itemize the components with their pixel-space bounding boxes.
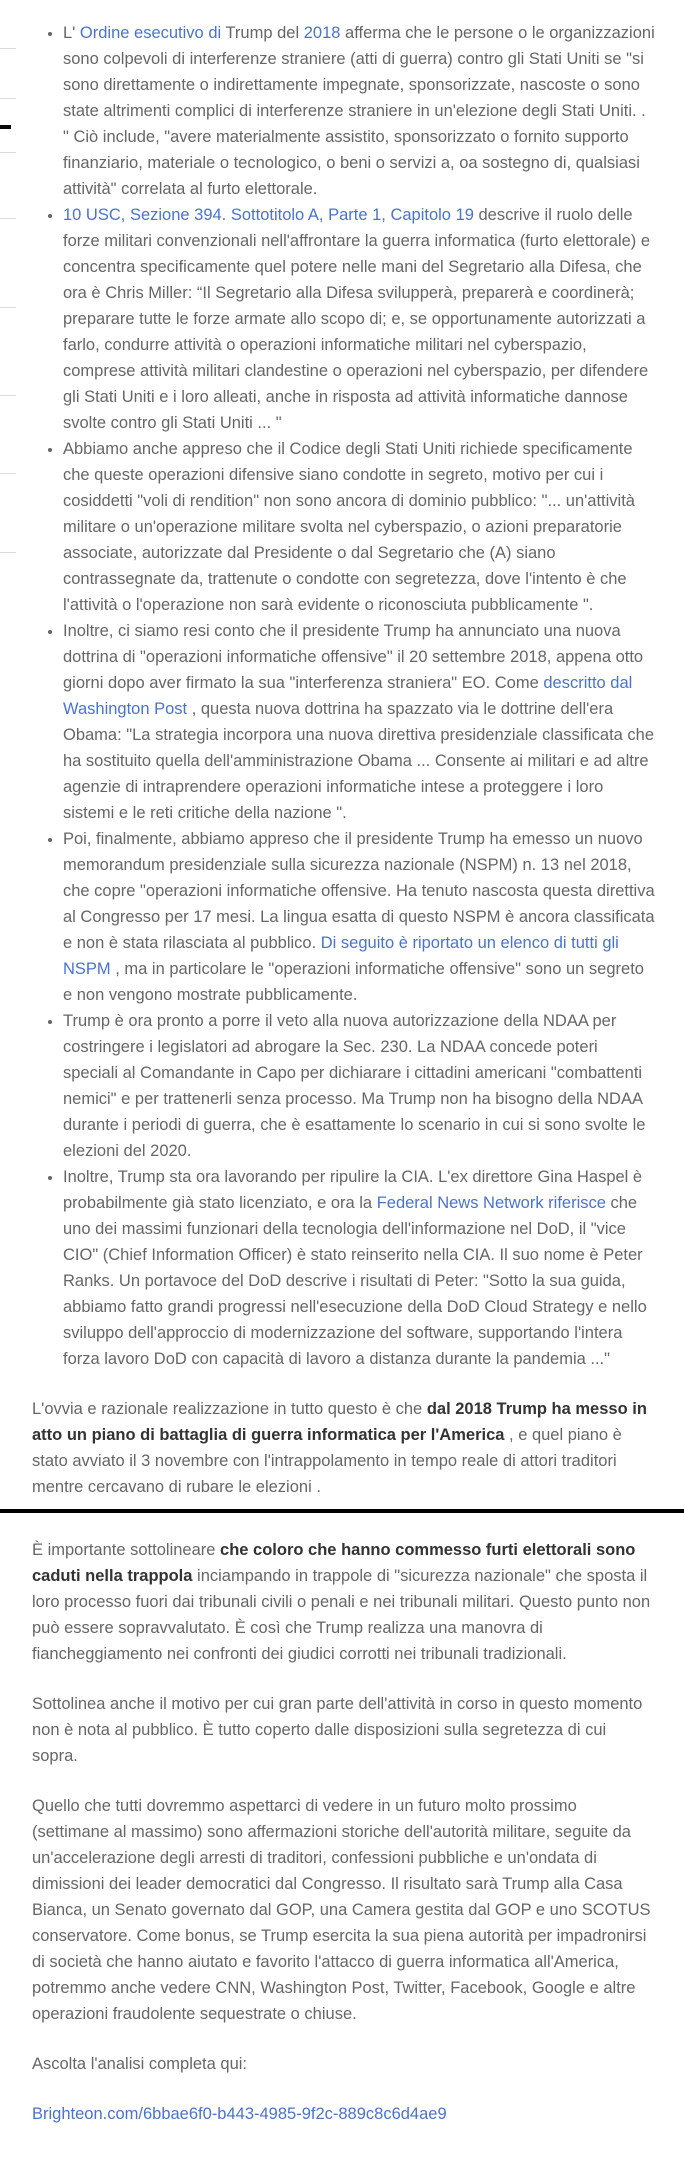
list-item	[63, 618, 655, 826]
link-federal-news-network[interactable]: Federal News Network riferisce	[376, 1194, 606, 1212]
text-run: che uno dei massimi funzionari della tecnologia dell'informazione nel DoD, il "vice CIO" (Chief Information Officer) è stato reinserito nella CIA. Il suo nome è Peter Ranks. Un portavoce del DoD descrive i risultati di Peter: "Sotto la sua guida, abbiamo fatto grandi progressi nell'esecuzione della DoD Cloud Strategy e nello sviluppo dell'approccio di modernizzazione del software, supportando l'intera forza lavoro DoD con capacità di lavoro a distanza durante la pandemia ..."	[63, 1194, 647, 1368]
text-run: Inoltre, Trump sta ora lavorando per ripulire la CIA. L'ex direttore Gina Haspel è probabilmente già stato licenziato, e ora la	[63, 1168, 643, 1212]
listen-prompt	[32, 2051, 655, 2077]
table-border-artifact	[0, 307, 16, 308]
text-run: Poi, finalmente, abbiamo appreso che il presidente Trump ha emesso un nuovo memorandum presidenziale sulla sicurezza nazionale (NSPM) n. 13 nel 2018, che copre "operazioni informatiche offensive. Ha tenuto nascosta questa direttiva al Congresso per 17 mesi. La lingua esatta di questo NSPM è ancora classificata e non è stata rilasciata al pubblico.	[63, 830, 655, 952]
section-divider	[0, 1509, 684, 1513]
table-border-artifact	[0, 152, 16, 153]
list-item	[63, 202, 655, 436]
link-brighteon[interactable]: Brighteon.com/6bbae6f0-b443-4985-9f2c-889c8c6d4ae9	[32, 2105, 447, 2123]
table-border-artifact	[0, 48, 16, 49]
list-item	[63, 436, 655, 618]
text-run: Inoltre, ci siamo resi conto che il presidente Trump ha annunciato una nuova dottrina di "operazioni informatiche offensive" il 20 settembre 2018, appena otto giorni dopo aver firmato la sua "interferenza straniera" EO. Come	[63, 622, 644, 692]
bold-text: che coloro che hanno commesso furti elettorali sono caduti nella trappola	[32, 1541, 636, 1585]
secrecy-paragraph	[32, 1691, 655, 1769]
table-border-artifact	[0, 218, 16, 219]
text-run: afferma che le persone o le organizzazioni sono colpevoli di interferenze straniere (atti di guerra) contro gli Stati Uniti se "si sono direttamente o indirettamente impegnate, sponsorizzate, nascoste o sono state altrimenti complici di interferenze straniere in un'elezione degli Stati Uniti. . " Ciò include, "avere materialmente assistito, sponsorizzato o fornito supporto finanziario, materiale o tecnologico, o beni o servizi a, oa sostegno di, qualsiasi attività" correlata al furto elettorale.	[63, 24, 655, 198]
brighteon-link-paragraph	[32, 2101, 655, 2127]
bullet-list	[32, 20, 655, 1372]
link-washington-post[interactable]: descritto dal Washington Post	[63, 674, 633, 718]
link-10-usc-section-394[interactable]: 10 USC, Sezione 394. Sottotitolo A, Parte 1, Capitolo 19	[63, 206, 474, 224]
link-nspm-list[interactable]: Di seguito è riportato un elenco di tutti gli NSPM	[63, 934, 619, 978]
text-run: L'ovvia e razionale realizzazione in tutto questo è che	[32, 1400, 427, 1418]
table-border-artifact	[0, 98, 16, 99]
conclusion-paragraph	[32, 1396, 655, 1500]
text-run: , e quel piano è stato avviato il 3 novembre con l'intrappolamento in tempo reale di attori traditori mentre cercavano di rubare le elezioni .	[32, 1426, 622, 1496]
table-border-artifact	[0, 552, 16, 553]
text-run: È importante sottolineare	[32, 1541, 221, 1559]
table-border-artifact	[0, 473, 16, 474]
text-run: Quello che tutti dovremmo aspettarci di vedere in un futuro molto prossimo (settimane al massimo) sono affermazioni storiche dell'autorità militare, seguite da un'accelerazione degli arresti di traditori, confessioni pubbliche e un'ondata di dimissioni dei leader democratici dal Congresso. Il risultato sarà Trump alla Casa Bianca, un Senato governato dal GOP, una Camera gestita dal GOP e uno SCOTUS conservatore. Come bonus, se Trump esercita la sua piena autorità per impadronirsi di società che hanno aiutato e favorito l'attacco di guerra informatica all'America, potremmo anche vedere CNN, Washington Post, Twitter, Facebook, Google e altre operazioni fraudolente sequestrate o chiuse.	[32, 1797, 651, 2023]
table-border-artifact	[0, 125, 11, 129]
list-item	[63, 1008, 655, 1164]
text-run: descrive il ruolo delle forze militari convenzionali nell'affrontare la guerra informatica (furto elettorale) e concentra specificamente quel potere nelle mani del Segretario alla Difesa, che ora è Chris Miller: “Il Segretario alla Difesa svilupperà, preparerà e coordinerà; preparare tutte le forze armate allo scopo di; e, se opportunamente autorizzati a farlo, condurre attività o operazioni informatiche militari nel cyberspazio, comprese attività militari clandestine o operazioni nel cyberspazio, per difendere gli Stati Uniti e i loro alleati, anche in risposta ad attività informatiche dannose svolte contro gli Stati Uniti ... "	[63, 206, 651, 432]
text-run: inciampando in trappole di "sicurezza nazionale" che sposta il loro processo fuori dai tribunali civili o penali e nei tribunali militari. Questo punto non può essere sopravvalutato. È così che Trump realizza una manovra di fiancheggiamento nei confronti dei giudici corrotti nei tribunali tradizionali.	[32, 1567, 651, 1663]
link-2018[interactable]: 2018	[303, 24, 341, 42]
text-run: L'	[63, 24, 80, 42]
link-executive-order[interactable]: Ordine esecutivo di	[79, 24, 222, 42]
text-run: Ascolta l'analisi completa qui:	[32, 2055, 248, 2073]
text-run: , ma in particolare le "operazioni informatiche offensive" sono un segreto e non vengono mostrate pubblicamente.	[63, 960, 644, 1004]
trap-paragraph	[32, 1537, 655, 1667]
text-run: Trump del	[221, 24, 304, 42]
bold-text: dal 2018 Trump ha messo in atto un piano di battaglia di guerra informatica per l'America	[32, 1400, 647, 1444]
expectations-paragraph	[32, 1793, 655, 2027]
text-run: Sottolinea anche il motivo per cui gran parte dell'attività in corso in questo momento non è nota al pubblico. È tutto coperto dalle disposizioni sulla segretezza di cui sopra.	[32, 1695, 643, 1765]
table-border-artifact	[0, 395, 16, 396]
list-item	[63, 20, 655, 202]
list-item	[63, 826, 655, 1008]
text-run: Abbiamo anche appreso che il Codice degli Stati Uniti richiede specificamente che queste operazioni difensive siano condotte in segreto, motivo per cui i cosiddetti "voli di rendition" non sono ancora di dominio pubblico: "... un'attività militare o un'operazione militare svolta nel cyberspazio, o azioni preparatorie associate, autorizzate dal Presidente o dal Segretario che (A) siano contrassegnate da, trattenute o condotte con segretezza, dove l'intento è che l'attività o l'operazione non sarà evidente o riconosciuta pubblicamente ".	[63, 440, 635, 614]
list-item	[63, 1164, 655, 1372]
text-run: Trump è ora pronto a porre il veto alla nuova autorizzazione della NDAA per costringere i legislatori ad abrogare la Sec. 230. La NDAA concede poteri speciali al Comandante in Capo per dichiarare i cittadini americani "combattenti nemici" e per trattenerli senza processo. Ma Trump non ha bisogno della NDAA durante i periodi di guerra, che è esattamente lo scenario in cui si sono svolte le elezioni del 2020.	[63, 1012, 646, 1160]
text-run: , questa nuova dottrina ha spazzato via le dottrine dell'era Obama: "La strategia incorpora una nuova direttiva presidenziale classificata che ha sostituito quella dell'amministrazione Obama ... Consente ai militari e ad altre agenzie di intraprendere operazioni informatiche intese a proteggere i loro sistemi e le reti critiche della nazione ".	[63, 700, 655, 822]
